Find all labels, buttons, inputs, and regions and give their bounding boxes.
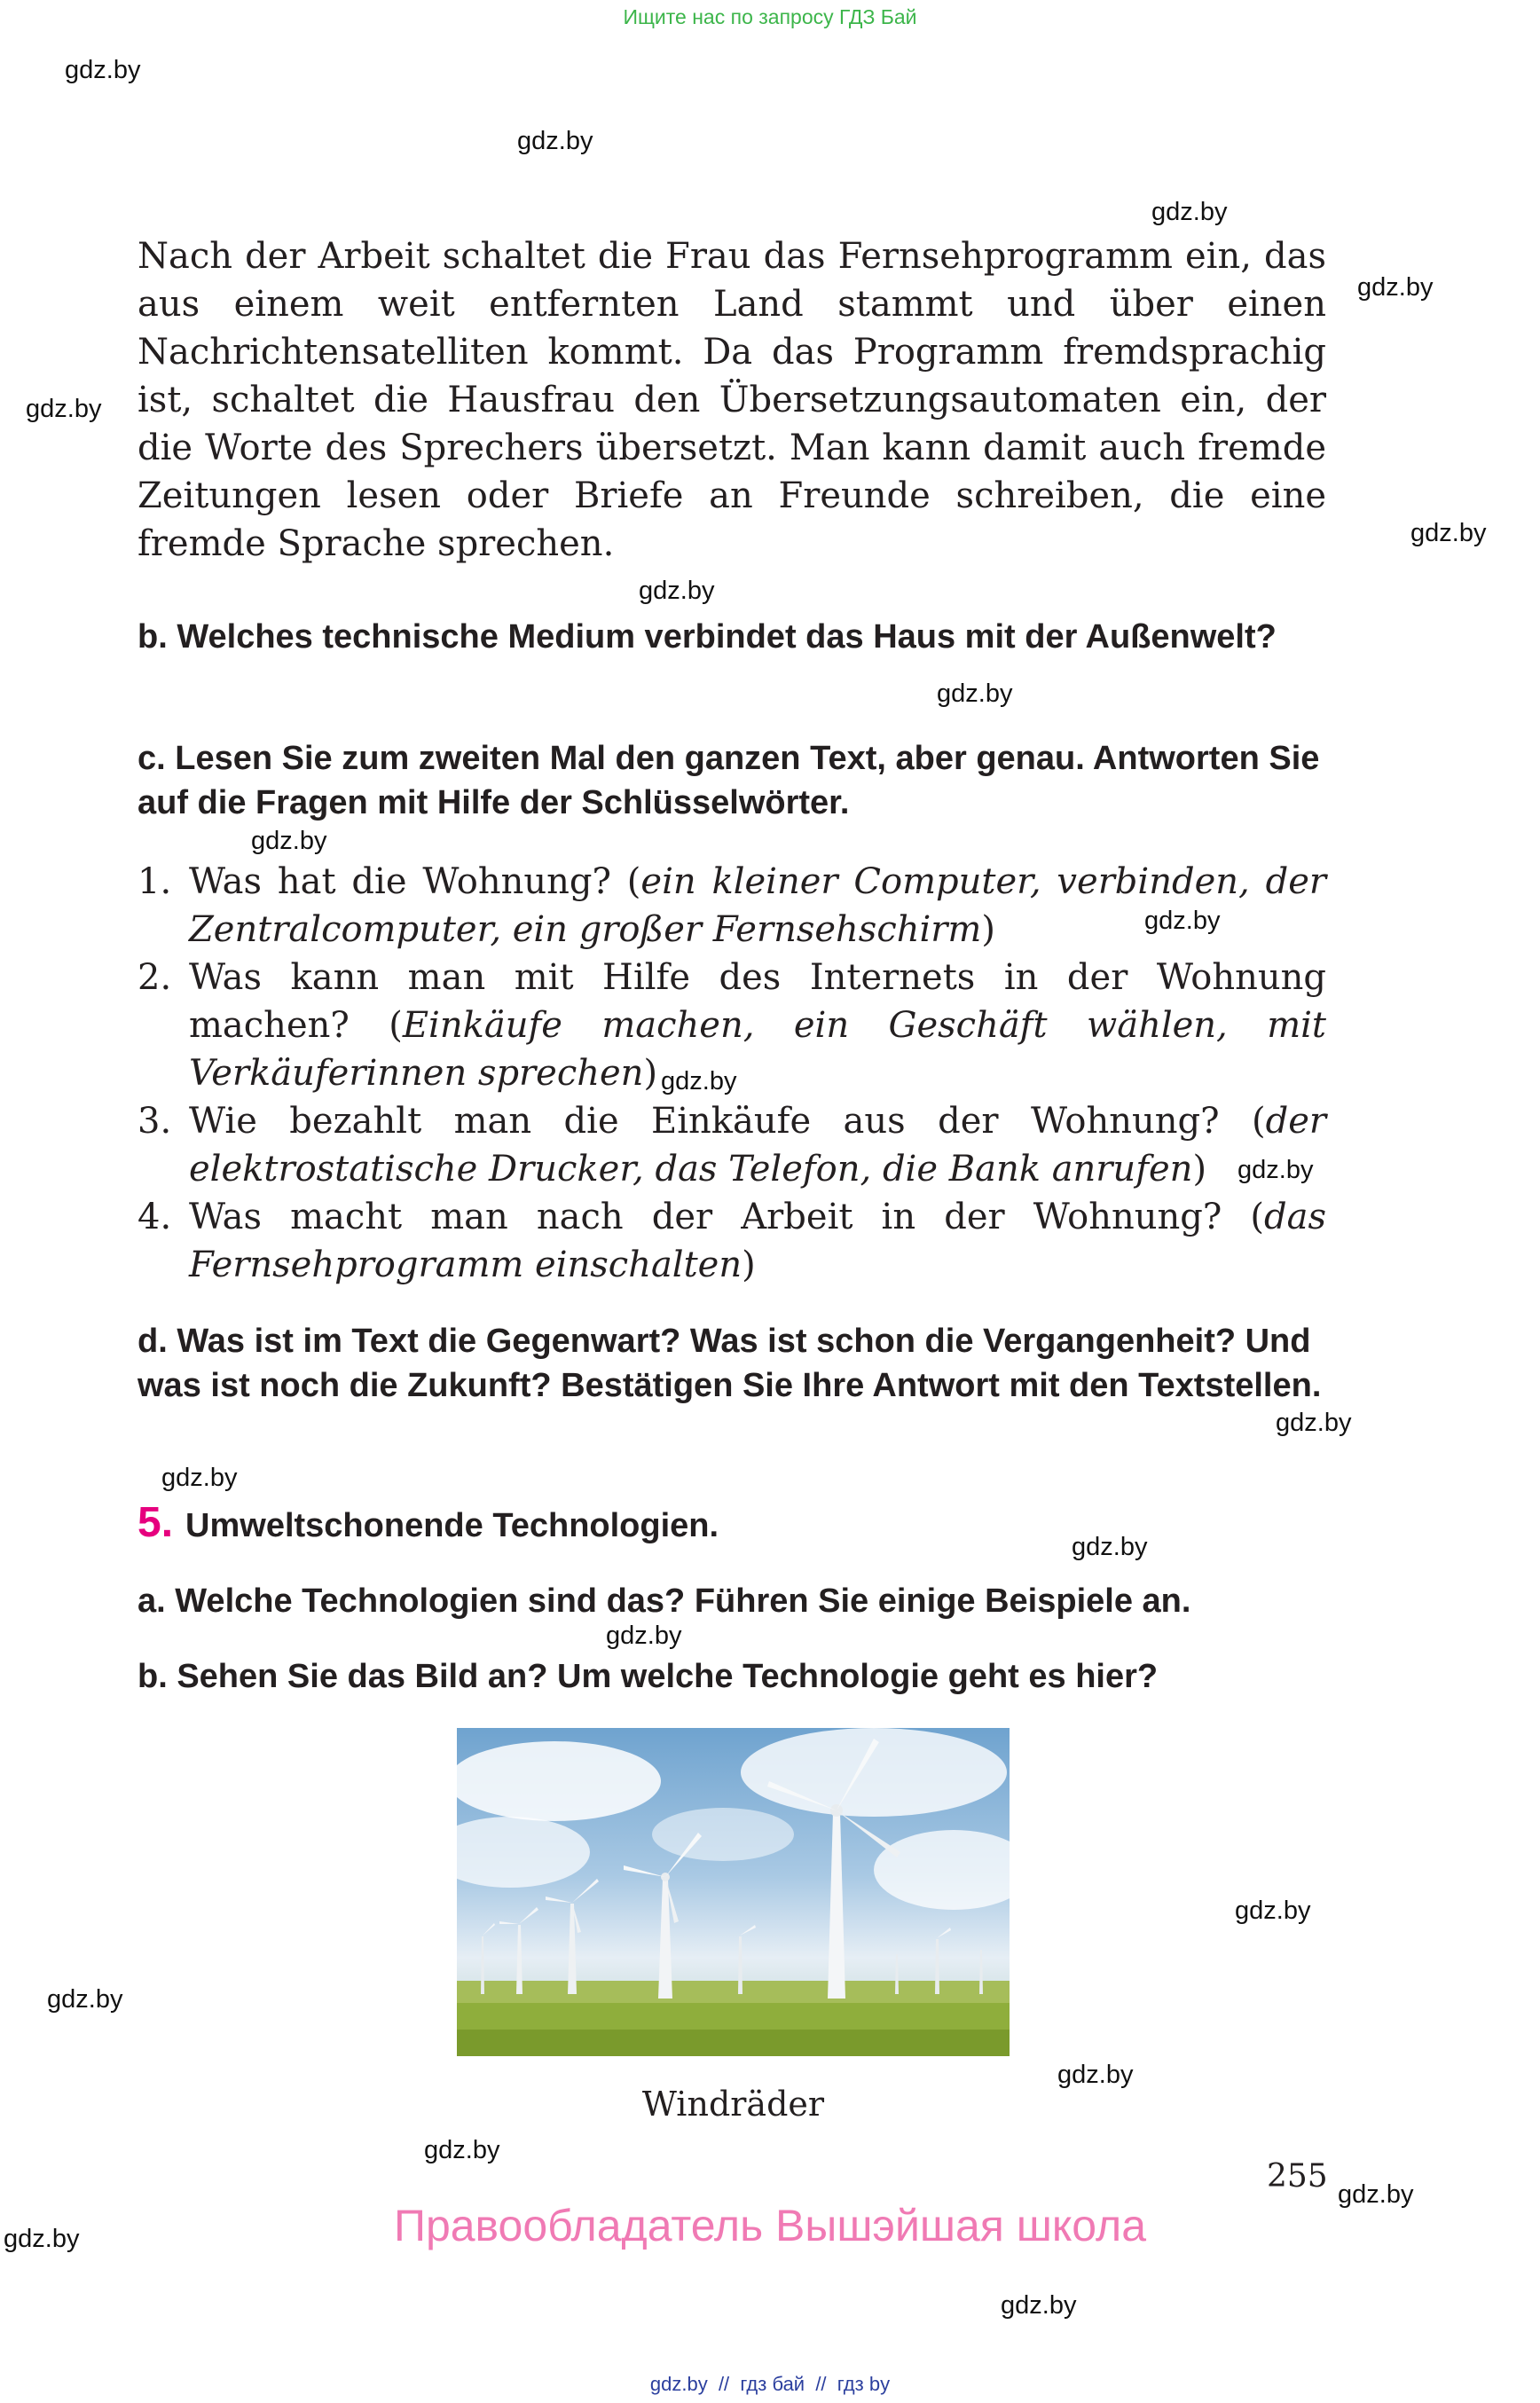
question-list <box>138 858 1326 1289</box>
question-text: Was macht man nach der Arbeit in der Wohnung? <box>189 1197 1222 1237</box>
question-text: Was kann man mit Hilfe des Internets in der Wohnung machen? <box>189 957 1326 1046</box>
reading-paragraph: Nach der Arbeit schaltet die Frau das Fernsehprogramm ein, das aus einem weit entfernten Land stammt und über einen Nachrichtensatelliten kommt. Da das Programm fremdsprachig ist, schaltet die Hausfrau den Übersetzungsautomaten ein, der die Worte des Sprechers übersetzt. Man kann damit auch fremde Zeitungen lesen oder Briefe an Freunde schreiben, die eine fremde Sprache sprechen. <box>138 236 1326 564</box>
section-5-heading <box>138 1501 1326 1548</box>
task-b: b. Welches technische Medium verbindet das Haus mit der Außenwelt? <box>138 618 1277 656</box>
question-text: Was hat die Wohnung? <box>189 861 611 902</box>
wind-turbines-illustration <box>457 1728 1010 2056</box>
copyright-notice: Правообладатель Вышэйшая школа <box>394 2201 1146 2250</box>
page-number: 255 <box>1267 2158 1328 2195</box>
watermark: gdz.by <box>65 56 141 84</box>
watermark: gdz.by <box>1151 198 1228 226</box>
watermark: gdz.by <box>606 1622 682 1650</box>
question-number: 3. <box>138 1101 172 1142</box>
watermark: gdz.by <box>424 2136 500 2164</box>
watermark: gdz.by <box>1001 2291 1077 2320</box>
top-banner: Ищите нас по запросу ГДЗ Бай <box>623 5 917 28</box>
watermark: gdz.by <box>661 1067 737 1095</box>
question-number: 2. <box>138 957 172 998</box>
watermark: gdz.by <box>1357 273 1434 302</box>
watermark: gdz.by <box>1144 907 1221 935</box>
watermark: gdz.by <box>251 827 327 855</box>
question-item: 1. Was hat die Wohnung? (ein kleiner Computer, verbinden, der Zentralcomputer, ein großer Fernsehschirm) <box>138 858 1326 954</box>
footer-links: gdz.by // гдз бай // гдз by <box>649 2373 891 2395</box>
section-title: Umweltschonende Technologien. <box>185 1507 719 1544</box>
watermark: gdz.by <box>639 577 715 605</box>
task-5a: a. Welche Technologien sind das? Führen Sie einige Beispiele an. <box>138 1582 1191 1620</box>
question-item: 2. Was kann man mit Hilfe des Internets in der Wohnung machen? (Einkäufe machen, ein Geschäft wählen, mit Verkäuferinnen sprechen) <box>138 954 1326 1097</box>
watermark: gdz.by <box>1410 519 1487 547</box>
watermark: gdz.by <box>517 127 593 155</box>
watermark: gdz.by <box>937 679 1013 708</box>
watermark: gdz.by <box>161 1464 238 1492</box>
question-item: 4. Was macht man nach der Arbeit in der Wohnung? (das Fernsehprogramm einschalten) <box>138 1193 1326 1289</box>
question-keywords: das Fernsehprogramm einschalten <box>189 1197 1326 1285</box>
watermark: gdz.by <box>26 395 102 423</box>
question-text: Wie bezahlt man die Einkäufe aus der Wohnung? <box>189 1101 1220 1142</box>
question-keywords: ein kleiner Computer, verbinden, der Zentralcomputer, ein großer Fernsehschirm <box>189 861 1326 950</box>
figure-caption: Windräder <box>641 2085 825 2124</box>
watermark: gdz.by <box>1072 1533 1148 1561</box>
task-c: c. Lesen Sie zum zweiten Mal den ganzen Text, aber genau. Antworten Sie auf die Fragen mit Hilfe der Schlüsselwörter. <box>138 740 1320 821</box>
watermark: gdz.by <box>1338 2180 1414 2209</box>
watermark: gdz.by <box>1238 1156 1314 1184</box>
watermark: gdz.by <box>4 2225 80 2253</box>
question-item: 3. Wie bezahlt man die Einkäufe aus der Wohnung? (der elektrostatische Drucker, das Telefon, die Bank anrufen) <box>138 1097 1326 1193</box>
watermark: gdz.by <box>1235 1896 1311 1925</box>
section-number: 5. <box>138 1499 174 1546</box>
question-number: 4. <box>138 1197 172 1237</box>
watermark: gdz.by <box>1057 2061 1134 2089</box>
wind-turbines-photo <box>457 1728 1010 2056</box>
question-number: 1. <box>138 861 172 902</box>
question-keywords: der elektrostatische Drucker, das Telefon, die Bank anrufen <box>189 1101 1326 1190</box>
watermark: gdz.by <box>1276 1409 1352 1437</box>
task-5b: b. Sehen Sie das Bild an? Um welche Technologie geht es hier? <box>138 1658 1159 1695</box>
question-keywords: Einkäufe machen, ein Geschäft wählen, mit Verkäuferinnen sprechen <box>189 1005 1326 1094</box>
task-d: d. Was ist im Text die Gegenwart? Was ist schon die Vergangenheit? Und was ist noch die Zukunft? Bestätigen Sie Ihre Antwort mit den Textstellen. <box>138 1323 1322 1404</box>
watermark: gdz.by <box>47 1985 123 2014</box>
